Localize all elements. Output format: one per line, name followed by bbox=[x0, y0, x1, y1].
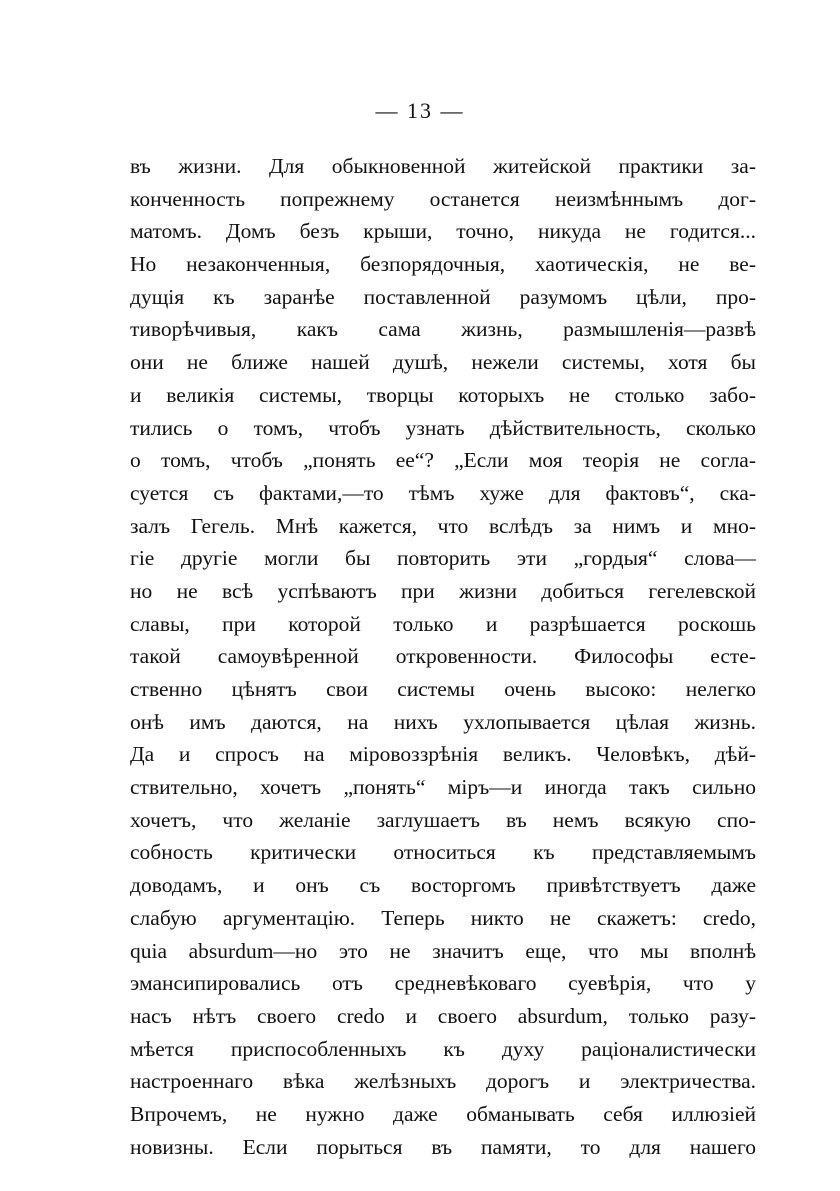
body-text bbox=[130, 150, 756, 1163]
text-line: они не ближе нашей душѣ, нежели системы, хотя бы bbox=[130, 350, 756, 375]
text-line: въ жизни. Для обыкновенной житейской практики за- bbox=[130, 154, 756, 178]
text-line: дущія къ заранѣе поставленной разумомъ цѣли, про- bbox=[130, 284, 756, 309]
text-line: слабую аргументацію. Теперь никто не скажетъ: credo, bbox=[130, 905, 756, 930]
text-line: и великія системы, творцы которыхъ не столько забо- bbox=[130, 382, 756, 407]
text-line: настроеннаго вѣка желѣзныхъ дорогъ и электричества. bbox=[130, 1069, 756, 1094]
text-line: Да и спросъ на міровоззрѣнія великъ. Человѣкъ, дѣй- bbox=[130, 742, 756, 767]
text-line: Впрочемъ, не нужно даже обманывать себя иллюзіей bbox=[130, 1101, 756, 1126]
text-line: ственно цѣнятъ свои системы очень высоко: нелегко bbox=[130, 677, 756, 701]
text-line: эмансипировались отъ средневѣковаго суевѣрія, что у bbox=[130, 971, 756, 996]
text-line: quia absurdum—но это не значитъ еще, что мы вполнѣ bbox=[130, 938, 756, 963]
page-number: — 13 — bbox=[375, 98, 465, 123]
text-line: новизны. Если порыться въ памяти, то для нашего bbox=[130, 1134, 756, 1159]
text-line: залъ Гегель. Мнѣ кажется, что вслѣдъ за нимъ и мно- bbox=[130, 513, 756, 538]
text-line: тиворѣчивыя, какъ сама жизнь, размышленія—развѣ bbox=[130, 317, 756, 342]
text-line: доводамъ, и онъ съ восторгомъ привѣтствуетъ даже bbox=[130, 873, 756, 898]
text-line: но не всѣ успѣваютъ при жизни добиться гегелевской bbox=[130, 578, 756, 603]
text-line: суется съ фактами,—то тѣмъ хуже для фактовъ“, ска- bbox=[130, 480, 756, 505]
text-line: конченность попрежнему останется неизмѣннымъ дог- bbox=[130, 186, 756, 211]
text-line: собность критически относиться къ представляемымъ bbox=[130, 840, 756, 865]
text-line: хочетъ, что желаніе заглушаетъ въ немъ всякую спо- bbox=[130, 807, 756, 832]
text-line: славы, при которой только и разрѣшается роскошь bbox=[130, 611, 756, 636]
text-line: о томъ, чтобъ „понять ее“? „Если моя теорія не согла- bbox=[130, 448, 756, 473]
text-line: онѣ имъ даются, на нихъ ухлопывается цѣлая жизнь. bbox=[130, 709, 756, 734]
text-line: матомъ. Домъ безъ крыши, точно, никуда не годится... bbox=[130, 219, 756, 244]
text-line: гіе другіе могли бы повторить эти „гордыя“ слова— bbox=[130, 546, 756, 571]
text-line: насъ нѣтъ своего credo и своего absurdum, только разу- bbox=[130, 1003, 756, 1028]
text-line: ствительно, хочетъ „понять“ міръ—и иногда такъ сильно bbox=[130, 775, 756, 800]
text-line: Но незаконченныя, безпорядочныя, хаотическія, не ве- bbox=[130, 252, 756, 277]
text-line: такой самоувѣренной откровенности. Философы есте- bbox=[130, 644, 756, 669]
text-line: мѣется приспособленныхъ къ духу раціоналистически bbox=[130, 1036, 756, 1061]
text-line: тились о томъ, чтобъ узнать дѣйствительность, сколько bbox=[130, 415, 756, 440]
